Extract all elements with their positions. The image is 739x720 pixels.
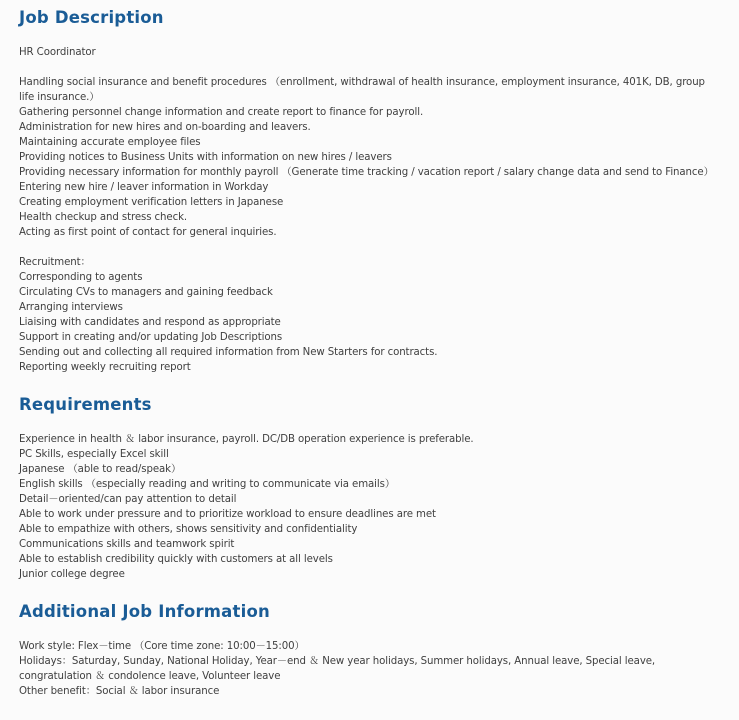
duty-item: Handling social insurance and benefit procedures （enrollment, withdrawal of health insurance, employment insurance, 401K, DB, group life insurance.）	[19, 77, 709, 103]
duty-item: Providing notices to Business Units with information on new hires / leavers	[19, 152, 392, 163]
requirement-item: Communications skills and teamwork spirit	[19, 539, 235, 550]
recruitment-item: Circulating CVs to managers and gaining feedback	[19, 287, 273, 298]
requirement-item: Japanese （able to read/speak）	[19, 464, 182, 475]
recruitment-item: Arranging interviews	[19, 302, 123, 313]
other-benefit: Other benefit：Social ＆ labor insurance	[19, 686, 220, 697]
recruitment-heading: Recruitment：	[19, 257, 91, 268]
job-description-body	[19, 45, 719, 375]
duty-item: Health checkup and stress check.	[19, 212, 188, 223]
requirement-item: English skills （especially reading and writing to communicate via emails）	[19, 479, 395, 490]
work-style: Work style: Flex－time （Core time zone: 10:00－15:00）	[19, 641, 305, 652]
requirement-item: Able to empathize with others, shows sensitivity and confidentiality	[19, 524, 358, 535]
recruitment-item: Reporting weekly recruiting report	[19, 362, 191, 373]
requirement-item: Detail－oriented/can pay attention to detail	[19, 494, 237, 505]
spacer	[19, 240, 719, 255]
requirement-item: PC Skills, especially Excel skill	[19, 449, 169, 460]
recruitment-item: Liaising with candidates and respond as appropriate	[19, 317, 281, 328]
recruitment-item: Sending out and collecting all required information from New Starters for contracts.	[19, 347, 438, 358]
requirements-body	[19, 432, 719, 582]
duty-item: Administration for new hires and on-boarding and leavers.	[19, 122, 311, 133]
duty-item: Acting as first point of contact for general inquiries.	[19, 227, 277, 238]
requirements-heading: Requirements	[19, 395, 152, 414]
requirement-item: Junior college degree	[19, 569, 125, 580]
duty-item: Creating employment verification letters in Japanese	[19, 197, 284, 208]
holidays: Holidays：Saturday, Sunday, National Holiday, Year－end ＆ New year holidays, Summer holidays, Annual leave, Special leave, congratulation ＆ condolence leave, Volunteer leave	[19, 656, 659, 682]
spacer	[19, 60, 719, 75]
additional-info-heading: Additional Job Information	[19, 602, 270, 621]
recruitment-item: Corresponding to agents	[19, 272, 143, 283]
requirement-item: Able to establish credibility quickly with customers at all levels	[19, 554, 333, 565]
additional-info-body	[19, 639, 719, 699]
job-description-heading: Job Description	[19, 8, 164, 27]
recruitment-item: Support in creating and/or updating Job Descriptions	[19, 332, 283, 343]
requirement-item: Able to work under pressure and to prioritize workload to ensure deadlines are met	[19, 509, 436, 520]
position-title: HR Coordinator	[19, 47, 96, 58]
duty-item: Maintaining accurate employee files	[19, 137, 201, 148]
duty-item: Providing necessary information for monthly payroll （Generate time tracking / vacation report / salary change data and send to Finance）	[19, 167, 714, 178]
requirement-item: Experience in health ＆ labor insurance, payroll. DC/DB operation experience is preferable.	[19, 434, 474, 445]
duty-item: Entering new hire / leaver information in Workday	[19, 182, 269, 193]
duty-item: Gathering personnel change information and create report to finance for payroll.	[19, 107, 424, 118]
